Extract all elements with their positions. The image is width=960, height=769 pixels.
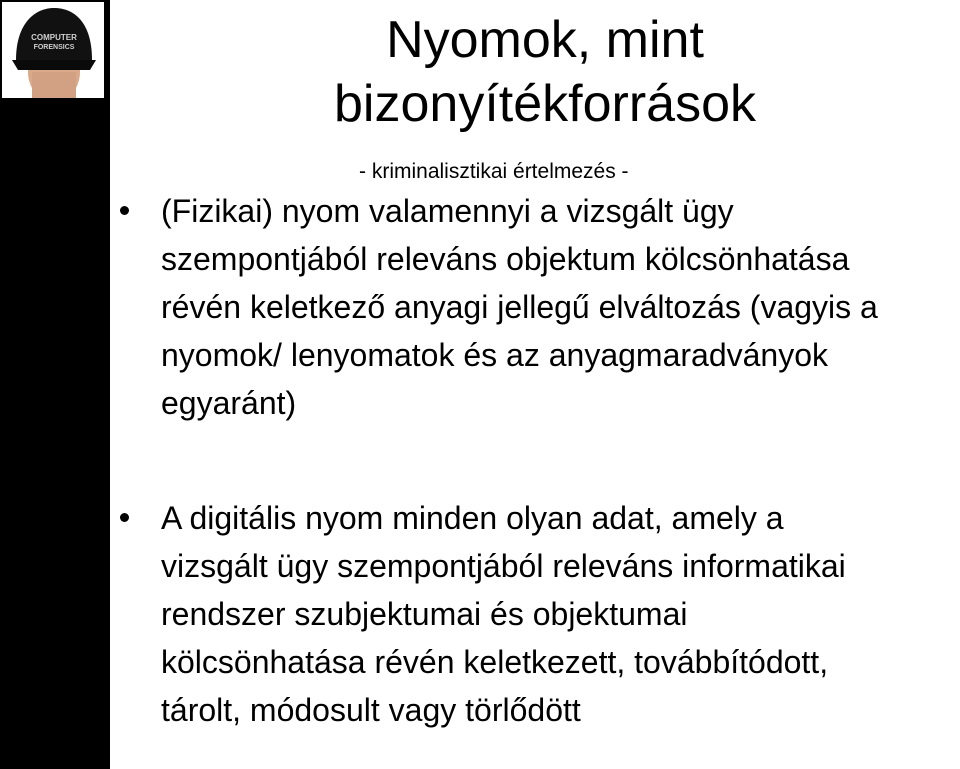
slide-title — [250, 8, 840, 136]
logo-image — [2, 2, 104, 98]
bullet-dot-icon — [120, 513, 129, 522]
left-sidebar-bar — [0, 0, 110, 769]
bullet-line: vizsgált ügy szempontjából releváns informatikai — [161, 548, 846, 584]
bullet-line: tárolt, módosult vagy törlődött — [161, 692, 581, 728]
title-line-2: bizonyítékforrások — [334, 75, 756, 133]
bullet-line: révén keletkező anyagi jellegű elváltozás (vagyis a — [161, 289, 878, 325]
bullet-text — [161, 187, 960, 427]
bullet-dot-icon — [120, 206, 129, 215]
title-line-1: Nyomok, mint — [386, 11, 704, 69]
slide-subtitle: - kriminalisztikai értelmezés - — [359, 160, 629, 183]
bullet-line: A digitális nyom minden olyan adat, amely a — [161, 500, 784, 536]
forensics-cap-icon — [2, 2, 104, 98]
bullet-line: szempontjából releváns objektum kölcsönhatása — [161, 241, 850, 277]
bullet-line: (Fizikai) nyom valamennyi a vizsgált ügy — [161, 193, 734, 229]
bullet-line: nyomok/ lenyomatok és az anyagmaradványok — [161, 337, 829, 373]
bullet-line: rendszer szubjektumai és objektumai — [161, 596, 688, 632]
svg-text:FORENSICS: FORENSICS — [33, 44, 75, 51]
bullet-text — [161, 494, 960, 734]
bullet-line: kölcsönhatása révén keletkezett, továbbítódott, — [161, 644, 829, 680]
svg-text:COMPUTER: COMPUTER — [31, 33, 77, 42]
bullet-line: egyaránt) — [161, 385, 297, 421]
